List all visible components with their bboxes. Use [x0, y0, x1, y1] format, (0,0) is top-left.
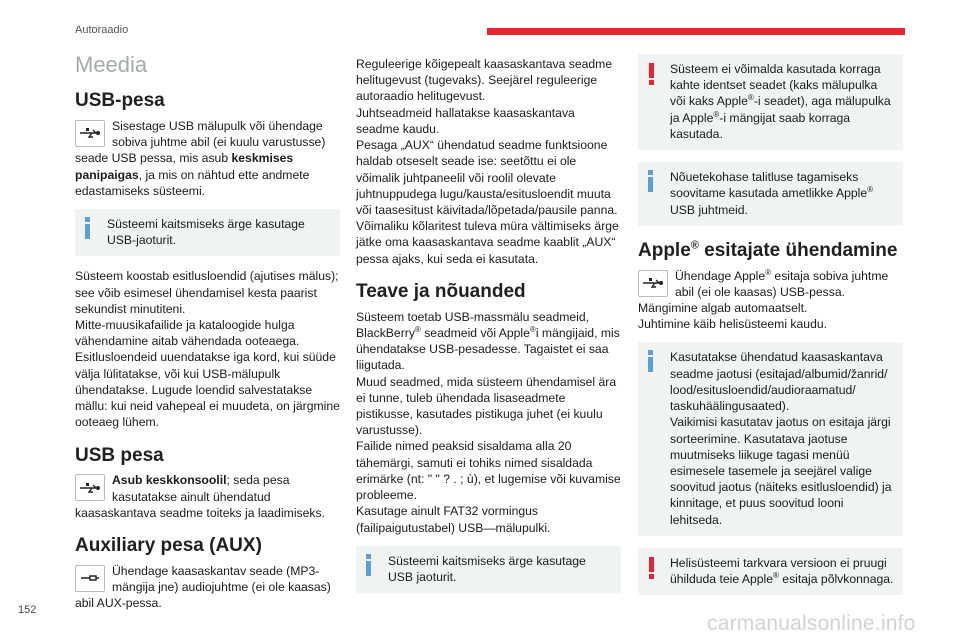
- info-icon: [648, 170, 653, 192]
- info-icon: [648, 350, 653, 372]
- heading-aux: Auxiliary pesa (AUX): [75, 535, 262, 557]
- info-icon: [85, 217, 90, 239]
- body-text: Mängimine algab automaatselt.: [638, 301, 808, 316]
- heading-apple: Apple® esitajate ühendamine: [638, 239, 898, 261]
- watermark: carmanualsonline.info: [707, 612, 916, 635]
- body-text: Esitlusloendeid uuendatakse iga kord, kui süüde välja lülitatakse, või kui USB-mälupulk ühendatakse. Lugude loendid salvestatakse mällu: kui neid vahepeal ei muudeta, on järgmine ooteaeg lühem.: [75, 350, 340, 430]
- info-icon: [366, 554, 371, 576]
- body-text: Juhtimine käib helisüsteemi kaudu.: [638, 317, 828, 332]
- usb-icon: [75, 474, 105, 501]
- body-text: Reguleerige kõigepealt kaasaskantava seadme helitugevust (tugevaks). Seejärel reguleerige autoraadio helitugevust.: [356, 57, 613, 104]
- section-title: Meedia: [75, 52, 148, 77]
- warning-note: Helisüsteemi tarkvara versioon ei pruugi ühilduda teie Apple® esitaja põlvkonnaga.: [638, 548, 903, 595]
- column-2: [356, 56, 621, 605]
- column-1: [75, 52, 340, 612]
- chapter-label: Autoraadio: [75, 24, 129, 36]
- apple-paragraph: Ühendage Apple® esitaja sobiva juhtme abil (ei ole kaasas) USB-pessa.: [638, 268, 903, 300]
- info-note: Süsteemi kaitsmiseks ärge kasutage USB jaoturit.: [356, 546, 621, 593]
- page-number: 152: [18, 604, 37, 616]
- body-text: Süsteem toetab USB-massmälu seadmeid, BlackBerry® seadmeid või Apple®i mängijaid, mis ühendatakse USB-pesadesse. Tagaistet ei saa liigutada.: [356, 309, 620, 373]
- body-text: Võimaliku kõlaritest tuleva müra vältimiseks ärge jätke oma kaasaskantava seadme kaablit „AUX“ pessa ajaks, kui seda ei kasutata.: [356, 219, 619, 266]
- usb-port-paragraph: Sisestage USB mälupulk või ühendage sobiva juhtme abil (ei kuulu varustusse) seade USB pessa, mis asub keskmises panipaigas, ja mis on nähtud ette andmete edastamiseks süsteemi.: [75, 118, 326, 198]
- column-3: [638, 54, 903, 607]
- body-text: Kasutage ainult FAT32 vormingus (failipaigutustabel) USB—mälupulki.: [356, 504, 551, 535]
- body-text: Pesaga „AUX“ ühendatud seadme funktsioone haldab otseselt seade ise: seetõttu ei ole võimalik juhtpaneelil või roolil olevate juhtnuppudega lugu/kausta/esitusloendit muuta või taasesitust käivitada/lõpetada/pausile panna.: [356, 138, 618, 217]
- usb-icon: [638, 270, 668, 297]
- usb-icon: [75, 120, 105, 147]
- header-accent-bar: [487, 28, 905, 35]
- heading-usb-port: USB-pesa: [75, 90, 165, 111]
- warning-icon: [649, 63, 654, 85]
- body-text: Muud seadmed, mida süsteem ühendamisel ära ei tunne, tuleb ühendada lisaseadmete pistikusse, kasutades pistikuga juhet (ei kuulu varustusse).: [356, 374, 617, 438]
- body-text: Juhtseadmeid hallatakse kaasaskantava seadme kaudu.: [356, 105, 575, 136]
- body-text: Mitte-muusikafailide ja kataloogide hulga vähendamine aitab vähendada ooteaega.: [75, 318, 300, 349]
- warning-icon: [649, 557, 654, 579]
- aux-paragraph: Ühendage kaasaskantav seade (MP3-mängija jne) audiojuhtme (ei ole kaasas) abil AUX-pessa.: [75, 563, 331, 611]
- heading-info-tips: Teave ja nõuanded: [356, 280, 526, 302]
- body-text: Süsteem koostab esitlusloendid (ajutises mälus); see võib esimesel ühendamisel kesta paarist sekundist minutiteni.: [75, 269, 339, 316]
- info-note: Nõuetekohase talitluse tagamiseks soovitame kasutada ametlikke Apple® USB juhtmeid.: [638, 162, 903, 226]
- info-note: Süsteemi kaitsmiseks ärge kasutage USB-jaoturit.: [75, 209, 340, 256]
- body-text: Failide nimed peaksid sisaldama alla 20 tähemärgi, samuti ei tohiks nimed sisaldada erimärke (nt: " " ? . ; ù), et lugemise või kuvamise probleeme.: [356, 439, 621, 503]
- info-note: Kasutatakse ühendatud kaasaskantava seadme jaotusi (esitajad/albumid/žanrid/ lood/esitusloendid/audioraamatud/ taskuhäälingusaated). Vaikimisi kasutatav jaotus on esitaja järgi sorteerimine. Kasutatava jaotuse muutmiseks liikuge tagasi menüü esimesele tasemele ja seejärel valige soovitud jaotus (näiteks esitlusloendid) ja kinnitage, et puus soovitud looni lehitseda.: [638, 342, 903, 535]
- aux-jack-icon: [75, 565, 105, 592]
- heading-usb-socket: USB pesa: [75, 444, 164, 466]
- usb-socket-paragraph: Asub keskkonsoolil; seda pesa kasutatakse ainult ühendatud kaasaskantava seadme toiteks ja laadimiseks.: [75, 473, 325, 520]
- warning-note: Süsteem ei võimalda kasutada korraga kahte identset seadet (kaks mälupulka või kaks Apple®-i seadet), aga mälupulka ja Apple®-i mängijat saab korraga kasutada.: [638, 54, 903, 150]
